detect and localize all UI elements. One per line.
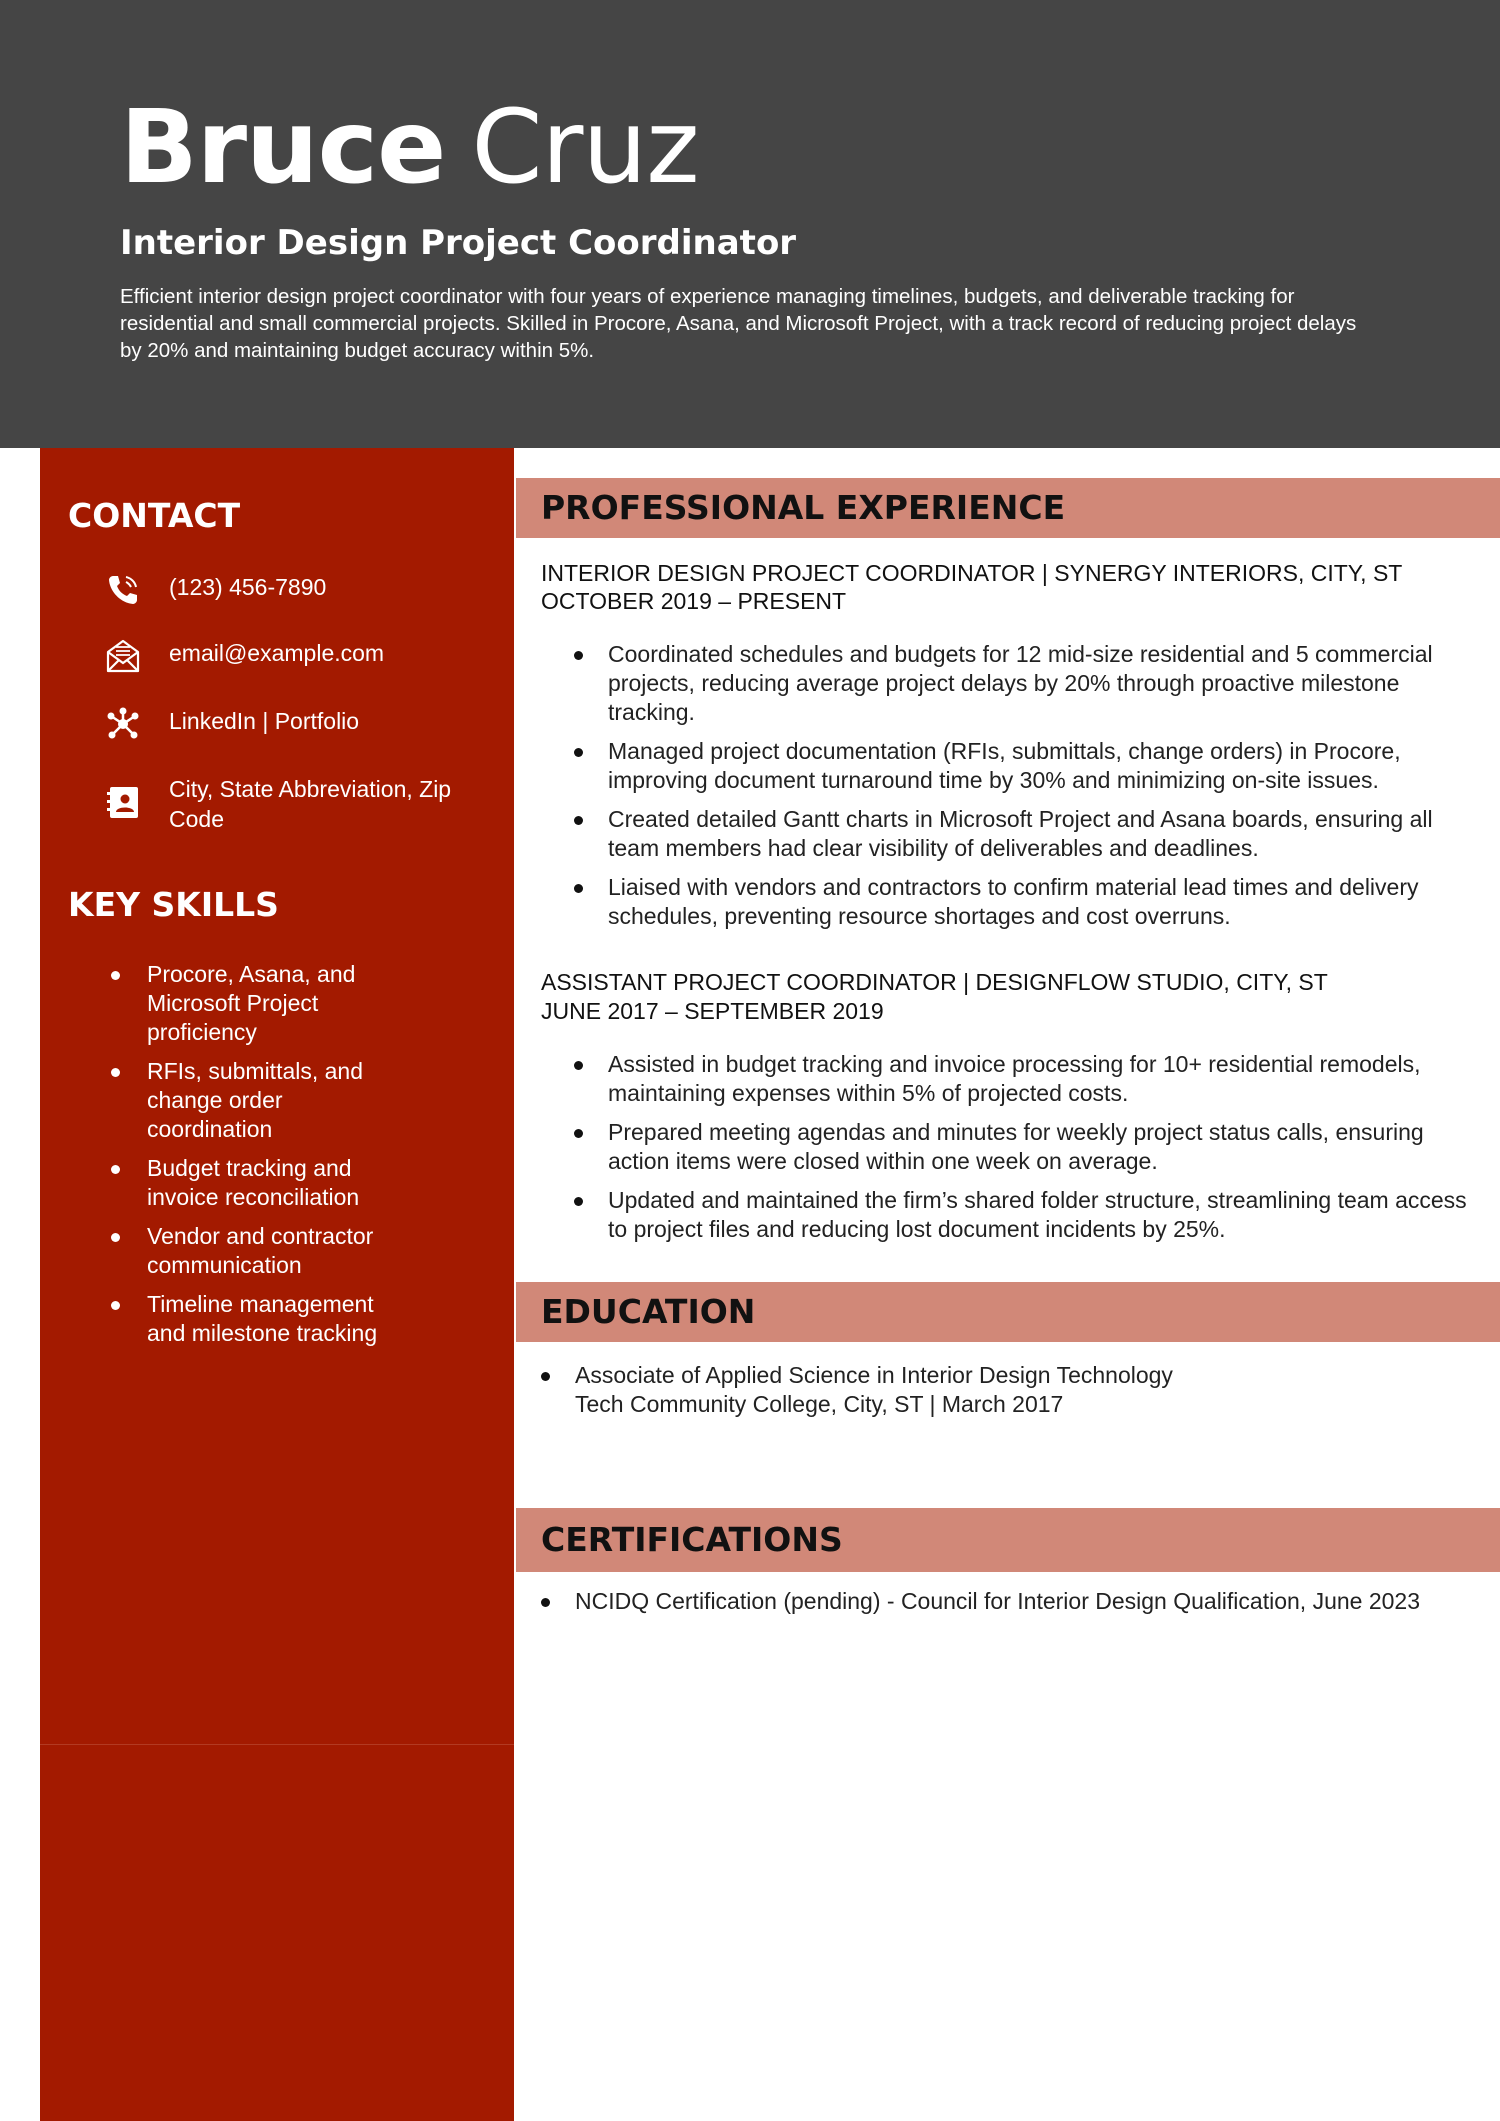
job-dates: OCTOBER 2019 – PRESENT <box>541 588 847 614</box>
education-item <box>508 1361 1468 1419</box>
job-title-line: INTERIOR DESIGN PROJECT COORDINATOR | SYNERGY INTERIORS, CITY, ST <box>541 560 1403 586</box>
education-list <box>508 1361 1468 1429</box>
contact-email-text[interactable]: email@example.com <box>169 640 385 666</box>
network-icon <box>105 706 141 742</box>
job-bullet: Assisted in budget tracking and invoice processing for 10+ residential remodels, maintaining expenses within 5% of projected costs. <box>541 1050 1476 1108</box>
certifications-list <box>508 1587 1468 1626</box>
contact-links[interactable] <box>105 706 505 742</box>
resume-header <box>0 0 1500 448</box>
contact-address-text: City, State Abbreviation, Zip Code <box>169 776 452 832</box>
experience-heading: PROFESSIONAL EXPERIENCE <box>541 488 1066 527</box>
certification-item: NCIDQ Certification (pending) - Council for Interior Design Qualification, June 2023 <box>508 1587 1468 1616</box>
contact-phone-text: (123) 456-7890 <box>169 574 327 600</box>
last-name: Cruz <box>471 88 699 207</box>
skills-heading: KEY SKILLS <box>68 885 279 924</box>
education-heading: EDUCATION <box>541 1292 756 1331</box>
first-name: Bruce <box>120 88 446 207</box>
candidate-name <box>120 88 699 208</box>
envelope-icon <box>105 638 141 674</box>
skill-item: Procore, Asana, and Microsoft Project proficiency <box>108 960 377 1047</box>
job-bullet: Created detailed Gantt charts in Microsoft Project and Asana boards, ensuring all team members had clear visibility of deliverables and deadlines. <box>541 805 1476 863</box>
contact-email[interactable] <box>105 638 505 674</box>
job-bullet: Managed project documentation (RFIs, submittals, change orders) in Procore, improving document turnaround time by 30% and minimizing on-site issues. <box>541 737 1476 795</box>
job-bullet: Liaised with vendors and contractors to confirm material lead times and delivery schedules, preventing resource shortages and cost overruns. <box>541 873 1476 931</box>
job-title: Interior Design Project Coordinator <box>120 223 797 263</box>
skill-item: Timeline management and milestone tracking <box>108 1290 407 1348</box>
certifications-heading: CERTIFICATIONS <box>541 1520 843 1559</box>
education-details: Tech Community College, City, ST | March 2017 <box>575 1391 1064 1417</box>
contact-phone <box>105 572 505 608</box>
education-degree: Associate of Applied Science in Interior Design Technology <box>575 1362 1173 1388</box>
contact-address <box>105 774 505 834</box>
job-bullets <box>541 640 1476 941</box>
job-bullets <box>541 1050 1476 1254</box>
address-icon <box>105 784 141 820</box>
phone-icon <box>105 572 141 608</box>
sidebar <box>40 448 514 2121</box>
sidebar-divider <box>40 1744 514 1745</box>
job-bullet: Updated and maintained the firm’s shared folder structure, streamlining team access to project files and reducing lost document incidents by 25%. <box>541 1186 1476 1244</box>
skill-item: RFIs, submittals, and change order coordination <box>108 1057 377 1144</box>
job-dates: JUNE 2017 – SEPTEMBER 2019 <box>541 998 884 1024</box>
job-bullet: Coordinated schedules and budgets for 12 mid-size residential and 5 commercial projects, reducing average project delays by 20% through proactive milestone tracking. <box>541 640 1476 727</box>
job-bullet: Prepared meeting agendas and minutes for weekly project status calls, ensuring action items were closed within one week on average. <box>541 1118 1476 1176</box>
professional-summary: Efficient interior design project coordinator with four years of experience managing timelines, budgets, and deliverable tracking for residential and small commercial projects. Skilled in Procore, Asana, and Microsoft Project, with a track record of reducing project delays by 20% and maintaining budget accuracy within 5%. <box>120 285 1357 362</box>
experience-section-bar <box>516 478 1500 538</box>
contact-links-text[interactable]: LinkedIn | Portfolio <box>169 708 360 734</box>
certifications-section-bar <box>516 1508 1500 1572</box>
education-section-bar <box>516 1282 1500 1342</box>
skill-item: Budget tracking and invoice reconciliation <box>108 1154 387 1212</box>
contact-heading: CONTACT <box>68 496 241 535</box>
skills-list <box>108 960 488 1358</box>
skill-item: Vendor and contractor communication <box>108 1222 407 1280</box>
job-title-line: ASSISTANT PROJECT COORDINATOR | DESIGNFLOW STUDIO, CITY, ST <box>541 969 1328 995</box>
